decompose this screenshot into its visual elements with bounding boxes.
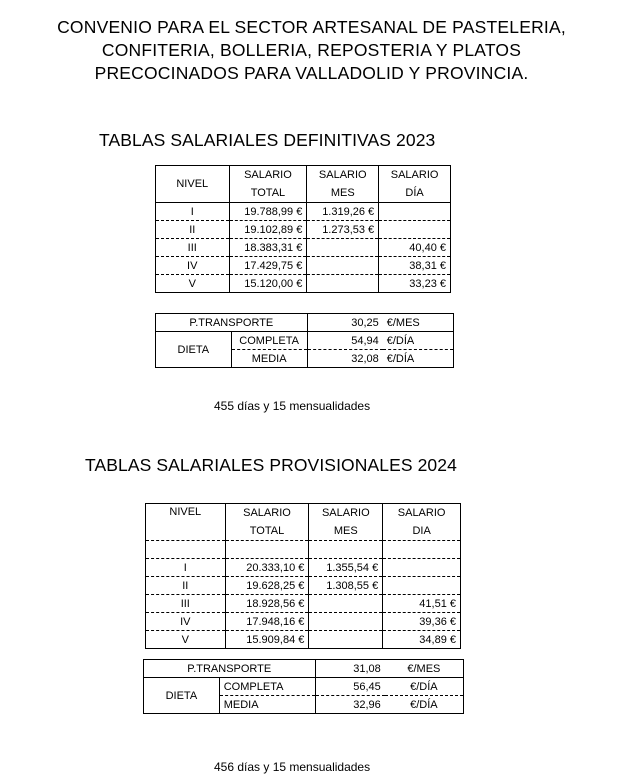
cell-mes: 1.355,54 € (309, 559, 383, 577)
transport-unit: €/MES (385, 660, 464, 678)
header-nivel: NIVEL (156, 166, 230, 203)
cell-total: 18.928,56 € (225, 595, 309, 613)
days-note-2023: 455 días y 15 mensualidades (214, 399, 371, 413)
cell-nivel: V (146, 631, 226, 649)
cell-mes: 1.319,26 € (307, 203, 379, 221)
cell-dia: 38,31 € (379, 257, 451, 275)
cell-nivel: II (146, 577, 226, 595)
cell-nivel: I (156, 203, 230, 221)
dieta-label: DIETA (156, 332, 232, 368)
cell-mes (307, 275, 379, 293)
table-row (146, 613, 461, 631)
cell-mes (307, 257, 379, 275)
cell-mes: 1.308,55 € (309, 577, 383, 595)
header-mes-sub: MES (309, 522, 383, 541)
table-row (156, 257, 451, 275)
cell-total: 15.909,84 € (225, 631, 309, 649)
header-total-sub: TOTAL (225, 522, 309, 541)
media-value: 32,08 (307, 350, 383, 368)
cell-dia (379, 203, 451, 221)
table-row (156, 239, 451, 257)
completa-label: COMPLETA (231, 332, 307, 350)
media-label: MEDIA (219, 696, 315, 714)
transport-value: 30,25 (307, 314, 383, 332)
cell-dia: 33,23 € (379, 275, 451, 293)
transport-label: P.TRANSPORTE (144, 660, 316, 678)
header-mes: SALARIO (309, 504, 383, 523)
cell-mes (307, 239, 379, 257)
document-title (0, 16, 623, 85)
cell-total: 19.102,89 € (229, 221, 307, 239)
header-total: SALARIO (225, 504, 309, 523)
header-row (156, 166, 451, 185)
cell-dia (379, 221, 451, 239)
media-label: MEDIA (231, 350, 307, 368)
cell-mes (309, 631, 383, 649)
completa-label: COMPLETA (219, 678, 315, 696)
cell-nivel: IV (146, 613, 226, 631)
cell-dia: 34,89 € (383, 631, 461, 649)
completa-unit: €/DÍA (383, 332, 454, 350)
media-unit: €/DÍA (385, 696, 464, 714)
completa-value: 56,45 (315, 678, 385, 696)
header-dia: SALARIO (383, 504, 461, 523)
table-row-spacer (146, 541, 461, 559)
heading-2023: TABLAS SALARIALES DEFINITIVAS 2023 (99, 130, 436, 150)
cell-total: 19.628,25 € (225, 577, 309, 595)
heading-2024: TABLAS SALARIALES PROVISIONALES 2024 (85, 455, 457, 475)
cell-nivel: II (156, 221, 230, 239)
transport-row (156, 314, 454, 332)
allowances-table-2024 (143, 659, 464, 714)
cell-dia: 39,36 € (383, 613, 461, 631)
completa-unit: €/DÍA (385, 678, 464, 696)
cell-total: 17.948,16 € (225, 613, 309, 631)
cell-nivel: III (156, 239, 230, 257)
transport-row (144, 660, 464, 678)
cell-mes (309, 613, 383, 631)
header-dia-sub: DIA (383, 522, 461, 541)
completa-value: 54,94 (307, 332, 383, 350)
transport-label: P.TRANSPORTE (156, 314, 308, 332)
header-mes-sub: MES (307, 184, 379, 203)
cell-mes: 1.273,53 € (307, 221, 379, 239)
title-line-3: PRECOCINADOS PARA VALLADOLID Y PROVINCIA. (94, 63, 529, 83)
cell-nivel: IV (156, 257, 230, 275)
table-row (156, 221, 451, 239)
cell-dia: 40,40 € (379, 239, 451, 257)
allowances-table-2023 (155, 313, 454, 368)
table-row (156, 203, 451, 221)
header-mes: SALARIO (307, 166, 379, 185)
header-row (146, 504, 461, 523)
header-dia-sub: DÍA (379, 184, 451, 203)
header-total: SALARIO (229, 166, 307, 185)
cell-total: 15.120,00 € (229, 275, 307, 293)
transport-value: 31,08 (315, 660, 385, 678)
cell-dia (383, 559, 461, 577)
dieta-label: DIETA (144, 678, 220, 714)
salary-table-2023 (155, 165, 451, 293)
table-row (146, 559, 461, 577)
cell-nivel: III (146, 595, 226, 613)
cell-total: 19.788,99 € (229, 203, 307, 221)
header-dia: SALARIO (379, 166, 451, 185)
header-nivel: NIVEL (146, 504, 226, 541)
media-unit: €/DÍA (383, 350, 454, 368)
days-note-2024: 456 días y 15 mensualidades (214, 760, 371, 774)
cell-total: 17.429,75 € (229, 257, 307, 275)
table-row (146, 631, 461, 649)
table-row (146, 595, 461, 613)
title-line-1: CONVENIO PARA EL SECTOR ARTESANAL DE PASTELERIA, (57, 17, 566, 37)
cell-nivel: V (156, 275, 230, 293)
cell-nivel: I (146, 559, 226, 577)
dieta-completa-row (144, 678, 464, 696)
media-value: 32,96 (315, 696, 385, 714)
cell-mes (309, 595, 383, 613)
cell-total: 18.383,31 € (229, 239, 307, 257)
cell-dia (383, 577, 461, 595)
salary-table-2024 (145, 503, 461, 649)
header-total-sub: TOTAL (229, 184, 307, 203)
cell-total: 20.333,10 € (225, 559, 309, 577)
dieta-completa-row (156, 332, 454, 350)
title-line-2: CONFITERIA, BOLLERIA, REPOSTERIA Y PLATOS (101, 40, 522, 60)
table-row (146, 577, 461, 595)
transport-unit: €/MES (383, 314, 454, 332)
table-row (156, 275, 451, 293)
cell-dia: 41,51 € (383, 595, 461, 613)
